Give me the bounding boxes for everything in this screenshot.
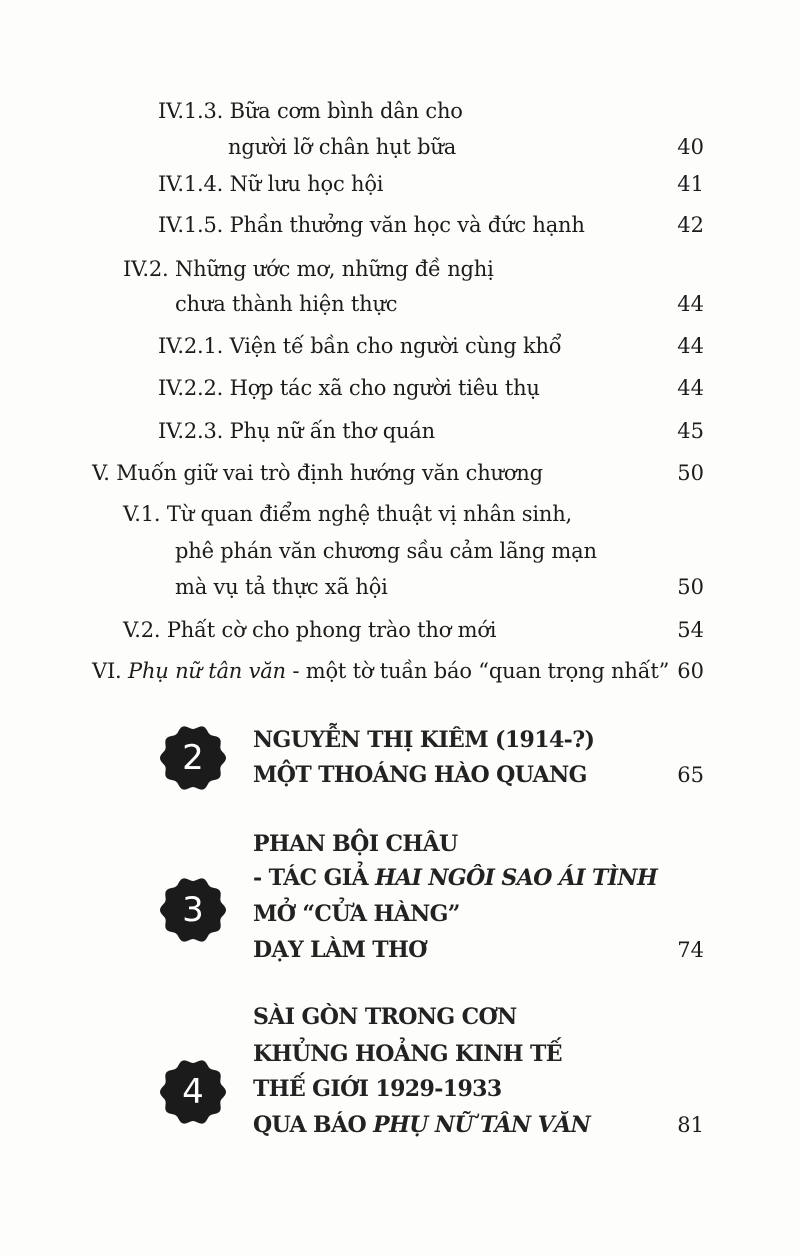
toc-entry-page: 44: [677, 334, 704, 358]
toc-entry-title: [92, 653, 669, 689]
toc-entry-title: IV.2. Những ước mơ, những đề nghị: [123, 257, 494, 281]
toc-entry-vi: [0, 653, 800, 689]
chapter-title: KHỦNG HOẢNG KINH TẾ: [253, 1041, 562, 1067]
chapter-title: [253, 860, 657, 896]
chapter-title-line: [0, 1107, 800, 1143]
publication-title: Phụ nữ tân văn: [128, 659, 286, 683]
toc-entry: [0, 328, 800, 364]
toc-entry-page: 44: [677, 292, 704, 316]
chapter-title-line: [0, 722, 800, 758]
chapter-title: [253, 1107, 590, 1143]
book-title: HAI NGÔI SAO ÁI TÌNH: [375, 865, 658, 891]
chapter-title-line: [0, 757, 800, 793]
toc-entry: [0, 129, 800, 165]
toc-entry-title: người lỡ chân hụt bữa: [228, 135, 457, 159]
chapter-number: 4: [182, 1072, 204, 1112]
toc-entry: [0, 569, 800, 605]
toc-entry-title: IV.1.3. Bữa cơm bình dân cho: [158, 99, 463, 123]
section-title-rest: - một tờ tuần báo “quan trọng nhất”: [292, 659, 670, 683]
toc-entry: [0, 93, 800, 129]
toc-entry-title: IV.2.3. Phụ nữ ấn thơ quán: [158, 419, 435, 443]
publication-title: PHỤ NỮ TÂN VĂN: [373, 1112, 591, 1138]
chapter-title: MỘT THOÁNG HÀO QUANG: [253, 762, 587, 788]
chapter-page: 65: [677, 763, 704, 787]
toc-entry-page: 60: [677, 659, 704, 683]
toc-entry-title: IV.1.5. Phần thưởng văn học và đức hạnh: [158, 213, 585, 237]
toc-entry: [0, 166, 800, 202]
chapter-title: PHAN BỘI CHÂU: [253, 831, 458, 857]
chapter-title: NGUYỄN THỊ KIÊM (1914-?): [253, 727, 595, 753]
toc-entry-page: 44: [677, 376, 704, 400]
toc-entry: [0, 533, 800, 569]
toc-entry-page: 45: [677, 419, 704, 443]
chapter-title: SÀI GÒN TRONG CƠN: [253, 1004, 517, 1030]
chapter-page: 74: [677, 938, 704, 962]
chapter-title-line: [0, 932, 800, 968]
toc-entry-title: phê phán văn chương sầu cảm lãng mạn: [175, 539, 597, 563]
chapter-page: 81: [677, 1113, 704, 1137]
toc-entry-page: 42: [677, 213, 704, 237]
toc-entry: [0, 455, 800, 491]
chapter-title: MỞ “CỬA HÀNG”: [253, 901, 460, 927]
toc-entry-page: 54: [677, 618, 704, 642]
toc-entry-page: 50: [677, 461, 704, 485]
toc-entry: [0, 612, 800, 648]
toc-entry-page: 41: [677, 172, 704, 196]
toc-entry: [0, 413, 800, 449]
toc-entry-title: chưa thành hiện thực: [175, 292, 398, 316]
chapter-title-line: [0, 999, 800, 1035]
chapter-title-line: [0, 896, 800, 932]
toc-entry-title: V.2. Phất cờ cho phong trào thơ mới: [123, 618, 497, 642]
chapter-title-line: [0, 1036, 800, 1072]
toc-entry: [0, 370, 800, 406]
chapter-title-line: [0, 826, 800, 862]
toc-entry: [0, 496, 800, 532]
chapter-title-line: [0, 860, 800, 896]
toc-entry-page: 50: [677, 575, 704, 599]
toc-entry-title: mà vụ tả thực xã hội: [175, 575, 388, 599]
toc-entry: [0, 251, 800, 287]
chapter-title: DẠY LÀM THƠ: [253, 937, 427, 963]
toc-entry-title: IV.2.2. Hợp tác xã cho người tiêu thụ: [158, 376, 540, 400]
toc-entry-title: V.1. Từ quan điểm nghệ thuật vị nhân sinh,: [123, 502, 573, 526]
chapter-title-line: [0, 1071, 800, 1107]
toc-entry-title: V. Muốn giữ vai trò định hướng văn chương: [92, 461, 543, 485]
chapter-title: THẾ GIỚI 1929-1933: [253, 1076, 502, 1102]
chapter-title-prefix: QUA BÁO: [253, 1112, 367, 1138]
toc-entry: [0, 286, 800, 322]
chapter-number: 3: [182, 890, 204, 930]
section-number: VI.: [92, 659, 122, 683]
toc-entry-page: 40: [677, 135, 704, 159]
chapter-title-prefix: - TÁC GIẢ: [253, 865, 368, 891]
toc-entry-title: IV.2.1. Viện tế bần cho người cùng khổ: [158, 334, 562, 358]
toc-entry: [0, 207, 800, 243]
toc-entry-title: IV.1.4. Nữ lưu học hội: [158, 172, 384, 196]
chapter-number: 2: [182, 738, 204, 778]
